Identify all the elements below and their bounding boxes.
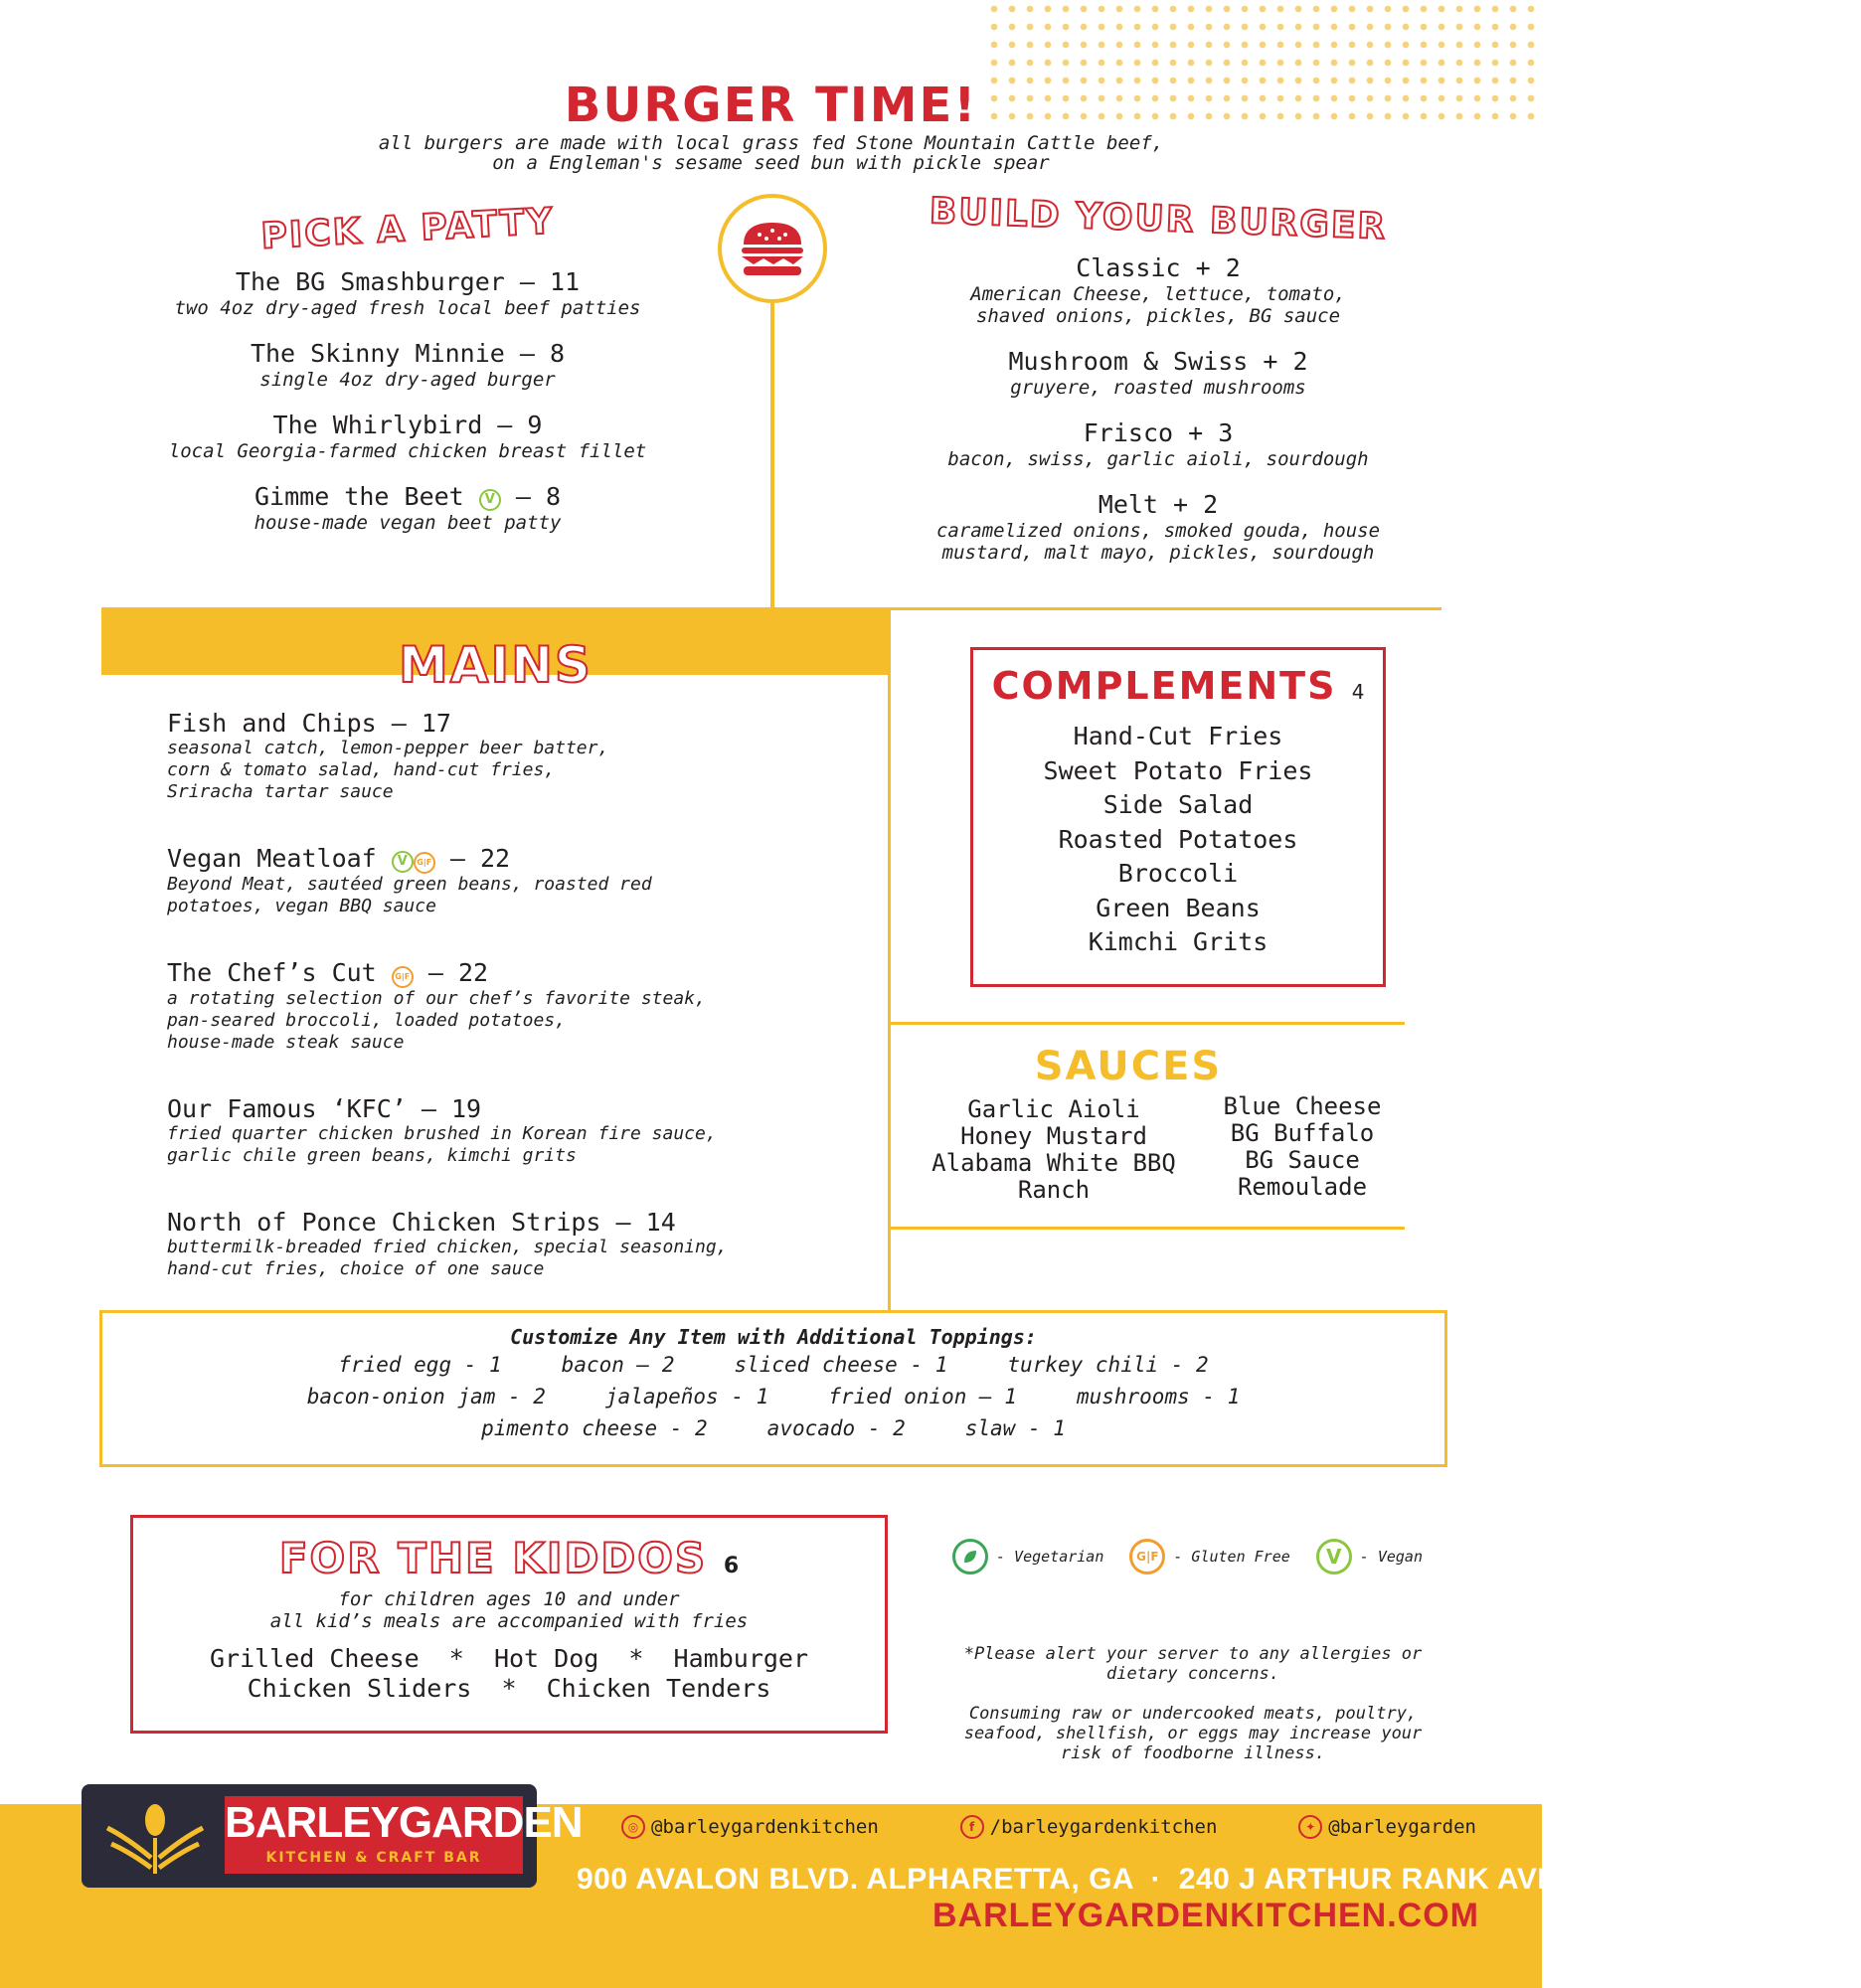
item-name-text: Gimme the Beet xyxy=(254,482,464,511)
menu-item xyxy=(109,267,706,319)
item-desc: single 4oz dry-aged burger xyxy=(259,369,556,391)
instagram-link[interactable] xyxy=(621,1815,879,1839)
mains-list xyxy=(167,710,883,1322)
legend-label: - Gluten Free xyxy=(1173,1548,1290,1566)
gluten-free-icon: G|F xyxy=(1129,1539,1165,1574)
menu-item xyxy=(167,710,883,803)
list-item: Garlic Aioli xyxy=(967,1095,1140,1123)
instagram-icon: ◎ xyxy=(621,1815,645,1839)
item-name-text: The Chef’s Cut xyxy=(167,958,377,987)
menu-item xyxy=(865,253,1451,327)
menu-item xyxy=(167,959,883,1054)
item-name: The Skinny Minnie – 8 xyxy=(250,339,566,368)
kids-line: Grilled Cheese * Hot Dog * Hamburger xyxy=(209,1644,809,1673)
item-desc: corn & tomato salad, hand-cut fries, xyxy=(167,759,556,780)
item-desc: seasonal catch, lemon-pepper beer batter, xyxy=(167,738,609,758)
item-desc: house-made vegan beet patty xyxy=(254,512,562,534)
list-item: Roasted Potatoes xyxy=(1058,824,1298,854)
topping-item: avocado - 2 xyxy=(766,1416,906,1440)
barleygarden-logo xyxy=(82,1784,583,1888)
item-desc: buttermilk-breaded fried chicken, special seasoning, xyxy=(167,1237,728,1257)
item-desc: caramelized onions, smoked gouda, house xyxy=(935,520,1381,542)
list-item: Hand-Cut Fries xyxy=(1073,722,1283,750)
item-desc: a rotating selection of our chef’s favorite steak, xyxy=(167,988,706,1009)
item-desc: shaved onions, pickles, BG sauce xyxy=(975,305,1341,327)
section-title xyxy=(973,664,1383,708)
topping-item: fried onion – 1 xyxy=(828,1385,1017,1408)
notice-line: risk of foodborne illness. xyxy=(1060,1743,1326,1763)
divider-line xyxy=(890,1227,1405,1230)
section-title: MAINS xyxy=(399,636,592,694)
list-item: Blue Cheese xyxy=(1223,1092,1382,1120)
twitter-icon: ✦ xyxy=(1298,1815,1322,1839)
list-item: Side Salad xyxy=(1102,790,1254,819)
item-name: Frisco + 3 xyxy=(1083,418,1234,447)
topping-item: sliced cheese - 1 xyxy=(734,1353,948,1377)
item-price: — 22 xyxy=(449,844,511,873)
divider-line xyxy=(890,607,1441,610)
item-name xyxy=(109,482,706,512)
divider-line xyxy=(770,303,774,607)
vegan-icon: V xyxy=(392,851,414,873)
item-name: The BG Smashburger — 11 xyxy=(235,267,581,296)
social-links xyxy=(621,1815,1476,1839)
list-item: Remoulade xyxy=(1237,1173,1368,1201)
logo-name: BARLEYGARDEN xyxy=(225,1798,583,1847)
item-desc: bacon, swiss, garlic aioli, sourdough xyxy=(947,448,1369,470)
section-title: PICK A PATTY xyxy=(259,201,556,257)
list-item: Honey Mustard xyxy=(960,1122,1147,1150)
toppings-row xyxy=(102,1412,1444,1444)
complements-box xyxy=(970,647,1386,987)
pick-a-patty-section xyxy=(109,201,706,554)
sauces-list-right xyxy=(1188,1093,1417,1201)
section-title: BUILD YOUR BURGER xyxy=(929,190,1388,248)
subtitle-line: on a Engleman's sesame seed bun with pickle spear xyxy=(492,152,1050,174)
vegan-icon: V xyxy=(1316,1539,1352,1574)
item-desc: two 4oz dry-aged fresh local beef patties xyxy=(174,297,641,319)
item-desc: gruyere, roasted mushrooms xyxy=(1010,377,1306,399)
kids-menu-box xyxy=(130,1515,888,1734)
item-desc: pan-seared broccoli, loaded potatoes, xyxy=(167,1010,566,1031)
notice-line: *Please alert your server to any allergies or xyxy=(963,1644,1423,1664)
item-name: Our Famous ‘KFC’ — 19 xyxy=(167,1094,482,1123)
list-item: Alabama White BBQ xyxy=(931,1149,1176,1177)
menu-item xyxy=(109,339,706,391)
page-title: BURGER TIME! xyxy=(564,78,978,133)
restaurant-addresses: 900 AVALON BLVD. ALPHARETTA, GA · 240 J ARTHUR RANK AVE, FAYETTEVILLE, GA xyxy=(577,1863,1861,1896)
kids-subtitle xyxy=(133,1588,885,1632)
list-item: Broccoli xyxy=(1117,859,1239,888)
menu-item xyxy=(167,845,883,917)
item-name: Fish and Chips — 17 xyxy=(167,709,451,738)
list-item: BG Buffalo xyxy=(1230,1119,1375,1147)
topping-item: pimento cheese - 2 xyxy=(481,1416,708,1440)
item-desc: hand-cut fries, choice of one sauce xyxy=(167,1258,545,1279)
social-handle: /barleygardenkitchen xyxy=(989,1816,1218,1838)
website-link[interactable]: BARLEYGARDENKITCHEN.COM xyxy=(932,1897,1479,1934)
notice-line: Consuming raw or undercooked meats, poultry, xyxy=(968,1704,1418,1724)
menu-item xyxy=(865,347,1451,399)
item-desc: Beyond Meat, sautéed green beans, roasted red xyxy=(167,874,652,895)
toppings-title: Customize Any Item with Additional Toppings: xyxy=(510,1325,1037,1349)
item-desc: mustard, malt mayo, pickles, sourdough xyxy=(941,542,1375,564)
diet-legend xyxy=(952,1539,1449,1574)
facebook-link[interactable] xyxy=(960,1815,1218,1839)
menu-item xyxy=(865,418,1451,470)
vegetarian-leaf-icon xyxy=(952,1539,988,1574)
topping-item: turkey chili - 2 xyxy=(1007,1353,1209,1377)
item-name: Melt + 2 xyxy=(1098,490,1219,519)
item-price: — 22 xyxy=(427,958,489,987)
toppings-row xyxy=(102,1349,1444,1381)
subtitle-line: for children ages 10 and under xyxy=(338,1588,680,1610)
menu-item xyxy=(109,482,706,534)
legend-label: - Vegan xyxy=(1359,1548,1423,1566)
social-handle: @barleygardenkitchen xyxy=(651,1816,879,1838)
section-title-text: COMPLEMENTS xyxy=(991,664,1337,708)
menu-item xyxy=(167,1095,883,1167)
topping-item: slaw - 1 xyxy=(964,1416,1066,1440)
item-desc: house-made steak sauce xyxy=(167,1032,405,1053)
list-item: Sweet Potato Fries xyxy=(1043,755,1313,785)
twitter-link[interactable] xyxy=(1298,1815,1476,1839)
list-item: Ranch xyxy=(1017,1176,1091,1204)
section-price: 6 xyxy=(723,1554,740,1578)
item-desc: potatoes, vegan BBQ sauce xyxy=(167,896,436,916)
burger-icon xyxy=(718,194,827,303)
item-desc: fried quarter chicken brushed in Korean fire sauce, xyxy=(167,1123,717,1144)
item-name xyxy=(167,959,883,988)
toppings-box xyxy=(99,1310,1447,1467)
item-name: Classic + 2 xyxy=(1076,253,1241,282)
item-desc: local Georgia-farmed chicken breast fillet xyxy=(168,440,647,462)
vegan-icon: V xyxy=(479,489,501,511)
build-your-burger-section xyxy=(865,190,1451,583)
item-name-text: Vegan Meatloaf xyxy=(167,844,377,873)
sauces-list-left xyxy=(910,1096,1198,1204)
toppings-row xyxy=(102,1381,1444,1412)
complements-list xyxy=(973,720,1383,960)
menu-item xyxy=(167,1209,883,1280)
list-item: Kimchi Grits xyxy=(1088,927,1269,956)
item-desc: Sriracha tartar sauce xyxy=(167,781,394,802)
list-item: BG Sauce xyxy=(1245,1146,1360,1174)
topping-item: mushrooms - 1 xyxy=(1076,1385,1241,1408)
subtitle-line: all kid’s meals are accompanied with fries xyxy=(269,1610,749,1632)
wheat-hop-logo-icon xyxy=(97,1798,213,1876)
subtitle-line: all burgers are made with local grass fed Stone Mountain Cattle beef, xyxy=(378,132,1164,154)
divider-line xyxy=(888,607,891,1310)
gluten-free-icon: G|F xyxy=(414,852,435,874)
divider-line xyxy=(890,1022,1405,1025)
topping-item: bacon – 2 xyxy=(561,1353,675,1377)
item-name xyxy=(167,845,883,874)
item-name: North of Ponce Chicken Strips — 14 xyxy=(167,1208,676,1237)
item-price: – 8 xyxy=(515,482,561,511)
menu-item xyxy=(865,490,1451,564)
item-desc: American Cheese, lettuce, tomato, xyxy=(970,283,1346,305)
item-name: The Whirlybird – 9 xyxy=(272,411,543,439)
social-handle: @barleygarden xyxy=(1328,1816,1476,1838)
allergy-notice xyxy=(934,1644,1451,1763)
logo-tagline: KITCHEN & CRAFT BAR xyxy=(265,1850,482,1866)
notice-line: seafood, shellfish, or eggs may increase your xyxy=(963,1724,1423,1743)
section-title: SAUCES xyxy=(1034,1044,1223,1089)
page-subtitle xyxy=(0,133,1542,173)
topping-item: bacon-onion jam - 2 xyxy=(306,1385,546,1408)
menu-item xyxy=(109,411,706,462)
notice-line: dietary concerns. xyxy=(1106,1664,1279,1684)
topping-item: fried egg - 1 xyxy=(338,1353,502,1377)
gluten-free-icon: G|F xyxy=(392,966,414,988)
section-title-text: FOR THE KIDDOS xyxy=(278,1534,708,1582)
section-price: 4 xyxy=(1351,680,1365,704)
legend-label: - Vegetarian xyxy=(996,1548,1104,1566)
facebook-icon: f xyxy=(960,1815,984,1839)
kids-items xyxy=(133,1644,885,1704)
list-item: Green Beans xyxy=(1096,893,1261,922)
item-name: Mushroom & Swiss + 2 xyxy=(1008,347,1308,376)
section-title xyxy=(133,1534,885,1582)
topping-item: jalapeños - 1 xyxy=(604,1385,769,1408)
item-desc: garlic chile green beans, kimchi grits xyxy=(167,1145,577,1166)
kids-line: Chicken Sliders * Chicken Tenders xyxy=(247,1674,771,1703)
